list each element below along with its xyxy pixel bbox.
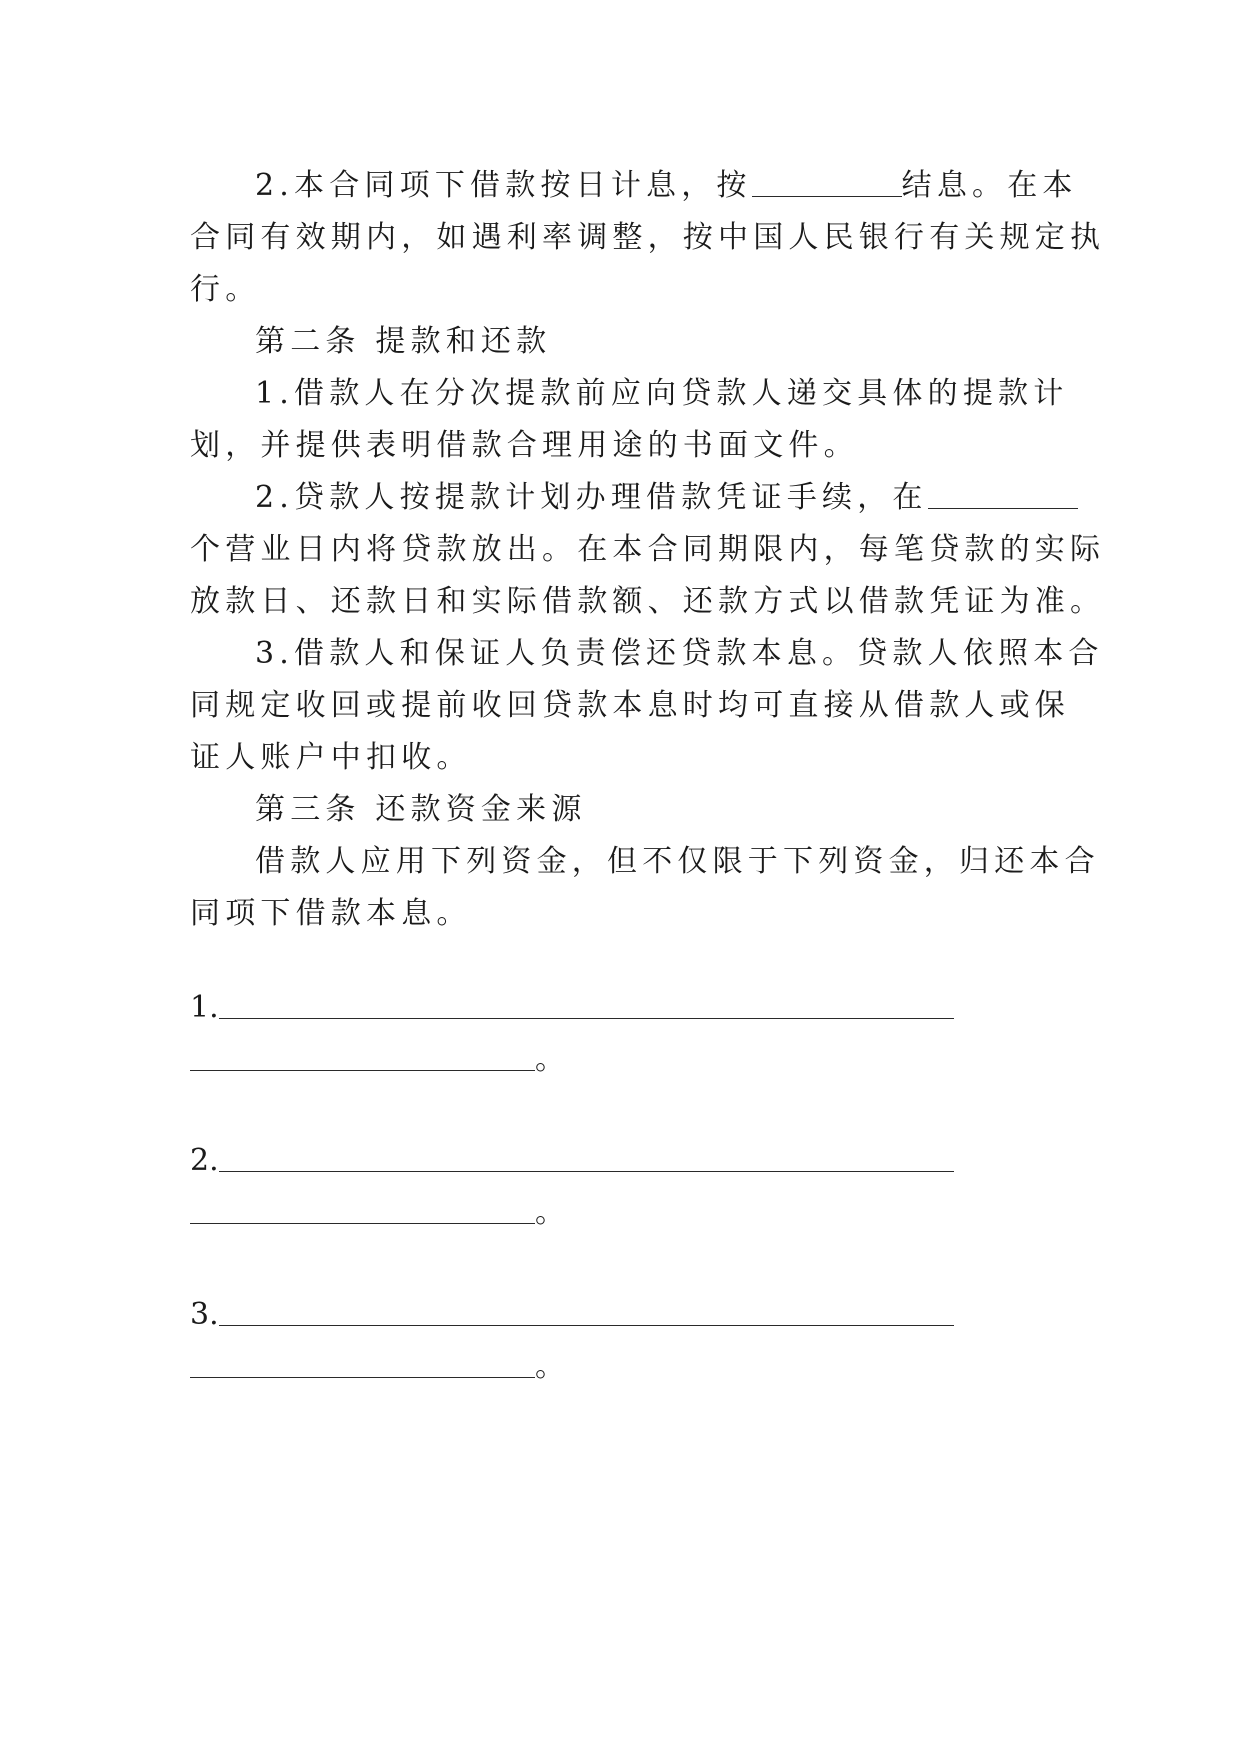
fund-source-item-2-blank-continued[interactable] <box>190 1193 535 1224</box>
article-2-item-2-line-2: 个营业日内将贷款放出。在本合同期限内，每笔贷款的实际 <box>190 532 1106 567</box>
article-3-heading: 第三条 还款资金来源 <box>255 792 587 827</box>
article-3-intro-line-1: 借款人应用下列资金，但不仅限于下列资金，归还本合 <box>255 844 1100 879</box>
interest-clause-text: 2.本合同项下借款按日计息，按 <box>255 168 752 203</box>
fund-source-item-3-label: 3. <box>190 1297 219 1332</box>
fund-source-item-2-line-2 <box>190 1193 565 1233</box>
interest-clause-tail: 结息。在本 <box>901 168 1078 203</box>
fund-source-item-3-blank-continued[interactable] <box>190 1347 535 1378</box>
article-2-item-3-line-1: 3.借款人和保证人负责偿还贷款本息。贷款人依照本合 <box>255 636 1104 671</box>
article-2-item-2-line-3: 放款日、还款日和实际借款额、还款方式以借款凭证为准。 <box>190 584 1106 619</box>
article-3-intro-line-2: 同项下借款本息。 <box>190 896 472 931</box>
business-days-blank[interactable] <box>928 478 1078 509</box>
article-2-item-3-line-3: 证人账户中扣收。 <box>190 740 472 775</box>
fund-source-item-3-blank[interactable] <box>219 1295 954 1326</box>
interest-clause-line-1 <box>255 166 1078 206</box>
article-2-item-2-text: 2.贷款人按提款计划办理借款凭证手续，在 <box>255 480 928 515</box>
fund-source-item-2-label: 2. <box>190 1143 219 1178</box>
interest-clause-line-2: 合同有效期内，如遇利率调整，按中国人民银行有关规定执 <box>190 220 1106 255</box>
fund-source-item-1-blank[interactable] <box>219 988 954 1019</box>
article-2-item-1-line-1: 1.借款人在分次提款前应向贷款人递交具体的提款计 <box>255 376 1069 411</box>
fund-source-item-1-label: 1. <box>190 990 219 1025</box>
fund-source-item-1-end: 。 <box>535 1042 565 1077</box>
fund-source-item-3-end: 。 <box>535 1349 565 1384</box>
fund-source-item-3-line-2 <box>190 1347 565 1387</box>
fund-source-item-1-line-2 <box>190 1040 565 1080</box>
article-2-item-3-line-2: 同规定收回或提前收回贷款本息时均可直接从借款人或保 <box>190 688 1070 723</box>
article-2-item-2-line-1 <box>255 478 1078 518</box>
fund-source-item-2-line-1 <box>190 1141 954 1181</box>
fund-source-item-2-blank[interactable] <box>219 1141 954 1172</box>
fund-source-item-1-blank-continued[interactable] <box>190 1040 535 1071</box>
article-2-item-1-line-2: 划，并提供表明借款合理用途的书面文件。 <box>190 428 859 463</box>
fund-source-item-2-end: 。 <box>535 1195 565 1230</box>
article-2-heading: 第二条 提款和还款 <box>255 324 552 359</box>
interest-clause-line-3: 行。 <box>190 272 261 307</box>
fund-source-item-1-line-1 <box>190 988 954 1028</box>
fund-source-item-3-line-1 <box>190 1295 954 1335</box>
settlement-period-blank[interactable] <box>752 166 902 197</box>
